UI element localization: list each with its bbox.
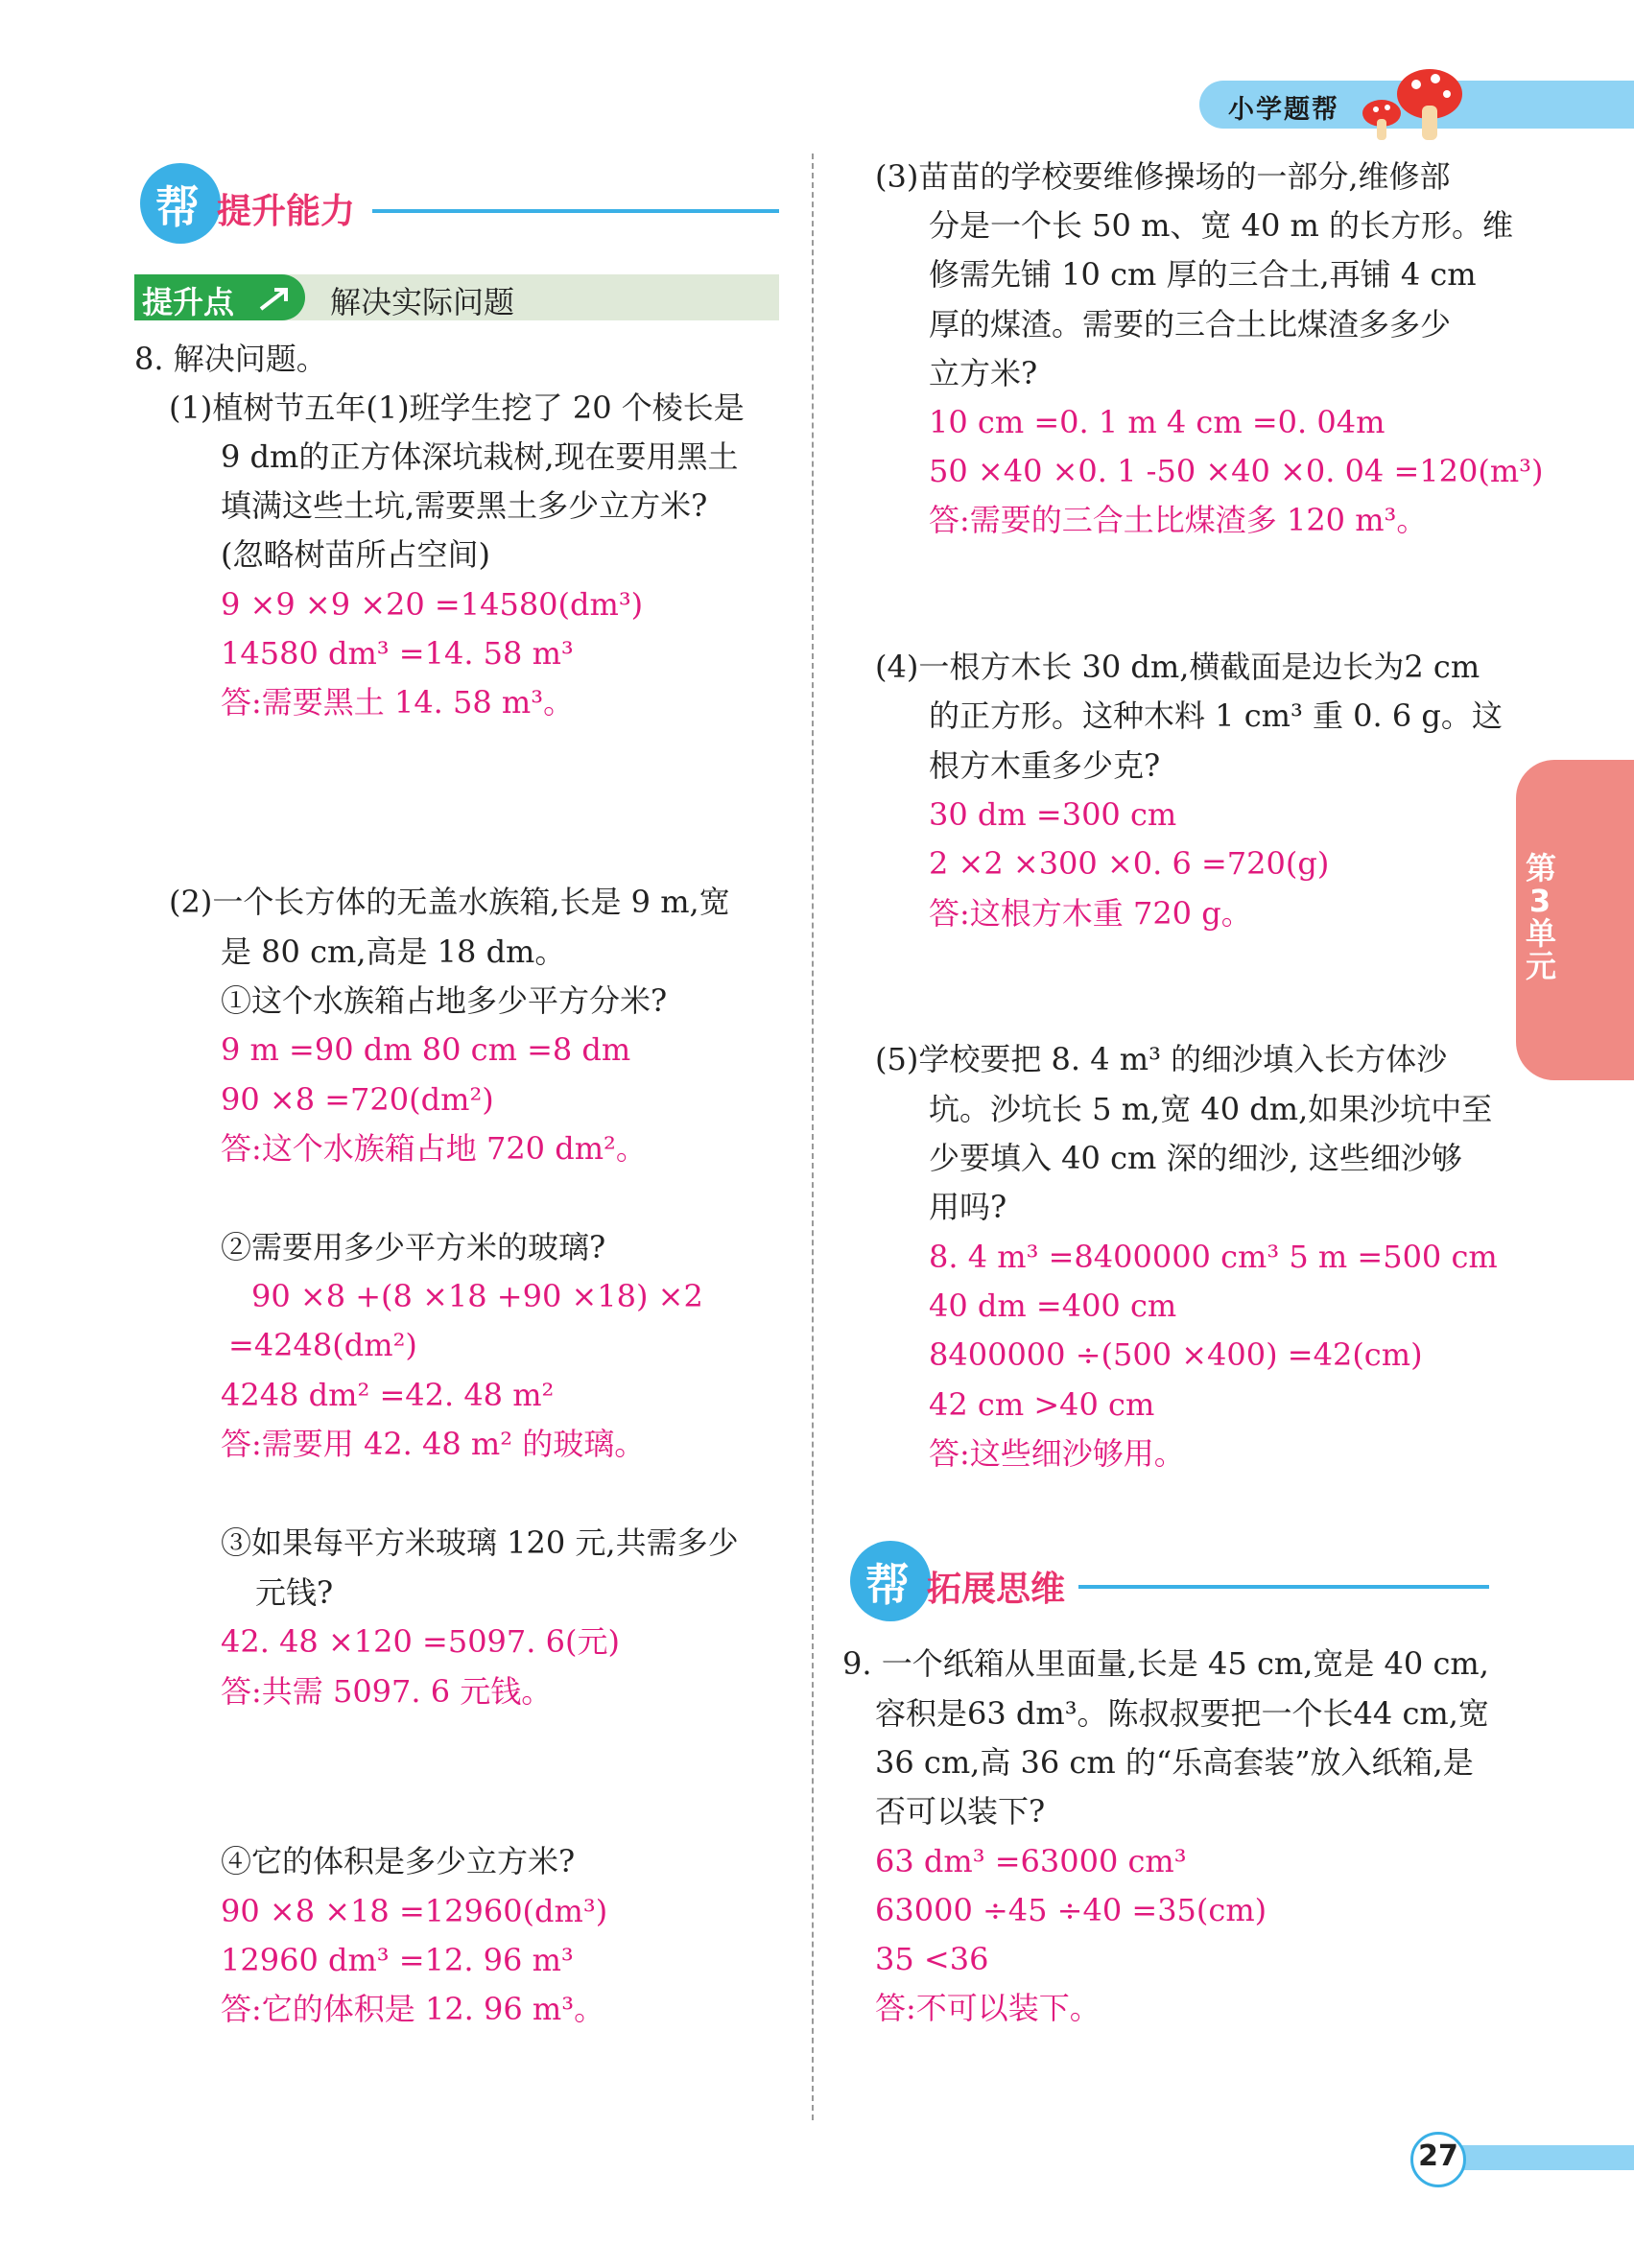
right-answer-line: 50 ×40 ×0. 1 -50 ×40 ×0. 04 =120(m³)	[929, 453, 1544, 489]
left-answer-line: 90 ×8 ×18 =12960(dm³)	[221, 1893, 608, 1929]
right-question-line: 坑。沙坑长 5 m,宽 40 dm,如果沙坑中至	[929, 1091, 1493, 1127]
section2-divider	[1078, 1585, 1489, 1589]
right-question-line: 否可以装下?	[875, 1793, 1046, 1830]
left-answer-line: 90 ×8 +(8 ×18 +90 ×18) ×2	[251, 1278, 703, 1314]
left-question-line: ①这个水族箱占地多少平方分米?	[221, 982, 668, 1019]
section-divider	[372, 209, 779, 213]
section-title: 提升能力	[217, 192, 356, 231]
left-answer-line: 答:这个水族箱占地 720 dm²。	[221, 1130, 647, 1167]
right-question-line: 少要填入 40 cm 深的细沙, 这些细沙够	[929, 1140, 1462, 1176]
right-answer-line: 答:这根方木重 720 g。	[929, 895, 1252, 932]
left-question-line: (2)一个长方体的无盖水族箱,长是 9 m,宽	[169, 884, 730, 920]
right-question-line: 根方木重多少克?	[929, 747, 1161, 784]
left-question-line: (1)植树节五年(1)班学生挖了 20 个棱长是	[169, 390, 745, 426]
right-question-line: 修需先铺 10 cm 厚的三合土,再铺 4 cm	[929, 256, 1477, 293]
right-answer-line: 63 dm³ =63000 cm³	[875, 1843, 1187, 1879]
right-answer-line: 8400000 ÷(500 ×400) =42(cm)	[929, 1336, 1423, 1373]
left-answer-line: 答:它的体积是 12. 96 m³。	[221, 1991, 605, 2027]
section2-badge-char: 帮	[865, 1559, 910, 1611]
left-answer-line: 90 ×8 =720(dm²)	[221, 1081, 494, 1118]
section2-title: 拓展思维	[927, 1570, 1066, 1609]
right-answer-line: 42 cm >40 cm	[929, 1386, 1155, 1423]
left-answer-line: 答:需要黑土 14. 58 m³。	[221, 684, 575, 721]
topic-tag-label: 提升点	[142, 284, 235, 320]
right-question-line: (5)学校要把 8. 4 m³ 的细沙填入长方体沙	[875, 1041, 1448, 1077]
right-question-line: (4)一根方木长 30 dm,横截面是边长为2 cm	[875, 649, 1480, 685]
page-number-bar	[1439, 2145, 1634, 2170]
right-question-line: 9. 一个纸箱从里面量,长是 45 cm,宽是 40 cm,	[842, 1645, 1489, 1682]
right-question-line: 用吗?	[929, 1189, 1007, 1225]
right-answer-line: 63000 ÷45 ÷40 =35(cm)	[875, 1892, 1267, 1928]
left-answer-line: 答:共需 5097. 6 元钱。	[221, 1673, 553, 1710]
section-badge-char: 帮	[155, 181, 200, 233]
right-answer-line: 35 <36	[875, 1941, 989, 1977]
right-question-line: 厚的煤渣。需要的三合土比煤渣多多少	[929, 306, 1452, 343]
right-question-line: 36 cm,高 36 cm 的“乐高套装”放入纸箱,是	[875, 1744, 1474, 1781]
left-question-line: 9 dm的正方体深坑栽树,现在要用黑土	[221, 438, 739, 475]
right-answer-line: 10 cm =0. 1 m 4 cm =0. 04m	[929, 404, 1385, 440]
left-answer-line: =4248(dm²)	[228, 1327, 417, 1363]
left-question-line: 8. 解决问题。	[134, 341, 327, 377]
left-answer-line: 42. 48 ×120 =5097. 6(元)	[221, 1623, 620, 1660]
topic-label: 解决实际问题	[330, 284, 515, 320]
left-answer-line: 14580 dm³ =14. 58 m³	[221, 635, 574, 672]
column-divider	[812, 154, 814, 2120]
right-answer-line: 答:这些细沙够用。	[929, 1435, 1185, 1472]
arrow-icon	[257, 282, 297, 315]
right-question-line: 分是一个长 50 m、宽 40 m 的长方形。维	[929, 207, 1513, 244]
right-question-line: 容积是63 dm³。陈叔叔要把一个长44 cm,宽	[875, 1695, 1489, 1732]
left-question-line: ②需要用多少平方米的玻璃?	[221, 1229, 606, 1265]
right-answer-line: 8. 4 m³ =8400000 cm³ 5 m =500 cm	[929, 1239, 1498, 1275]
left-answer-line: 4248 dm² =42. 48 m²	[221, 1377, 555, 1413]
right-answer-line: 2 ×2 ×300 ×0. 6 =720(g)	[929, 845, 1330, 882]
right-question-line: 的正方形。这种木料 1 cm³ 重 0. 6 g。这	[929, 697, 1503, 734]
left-answer-line: 答:需要用 42. 48 m² 的玻璃。	[221, 1426, 646, 1462]
mushroom-icon	[1353, 58, 1468, 146]
left-question-line: ③如果每平方米玻璃 120 元,共需多少	[221, 1524, 739, 1561]
right-answer-line: 40 dm =400 cm	[929, 1288, 1177, 1324]
unit-side-label: 第 3 单 元	[1526, 850, 1557, 984]
left-question-line: 元钱?	[255, 1574, 334, 1611]
left-answer-line: 12960 dm³ =12. 96 m³	[221, 1942, 574, 1978]
left-question-line: ④它的体积是多少立方米?	[221, 1843, 576, 1879]
header-brand: 小学题帮	[1228, 95, 1339, 125]
right-question-line: 立方米?	[929, 355, 1038, 391]
page-number: 27	[1418, 2139, 1458, 2173]
right-answer-line: 答:需要的三合土比煤渣多 120 m³。	[929, 502, 1428, 538]
right-question-line: (3)苗苗的学校要维修操场的一部分,维修部	[875, 158, 1451, 195]
left-question-line: (忽略树苗所占空间)	[221, 536, 490, 573]
left-answer-line: 9 ×9 ×9 ×20 =14580(dm³)	[221, 586, 644, 623]
right-answer-line: 30 dm =300 cm	[929, 796, 1177, 833]
left-answer-line: 9 m =90 dm 80 cm =8 dm	[221, 1031, 631, 1068]
left-question-line: 是 80 cm,高是 18 dm。	[221, 933, 566, 970]
left-question-line: 填满这些土坑,需要黑土多少立方米?	[221, 487, 708, 524]
right-answer-line: 答:不可以装下。	[875, 1990, 1101, 2026]
